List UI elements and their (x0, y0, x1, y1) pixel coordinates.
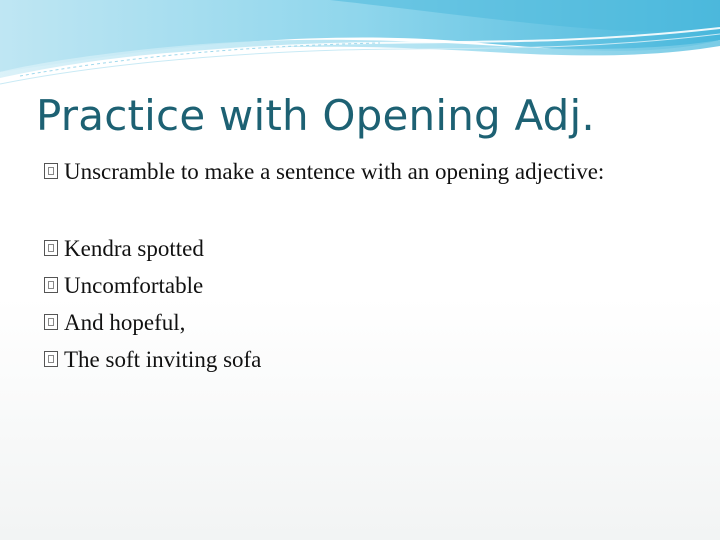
bullet-text: The soft inviting sofa (64, 347, 262, 372)
list-item (44, 341, 684, 378)
list-item (44, 156, 684, 188)
list-item (44, 267, 684, 304)
missing-glyph-box-icon (44, 240, 58, 256)
bullet-text: Uncomfortable (64, 273, 204, 298)
missing-glyph-box-icon (44, 163, 58, 179)
bullet-text: And hopeful, (64, 310, 186, 335)
list-item (44, 230, 684, 267)
missing-glyph-box-icon (44, 351, 58, 367)
bullet-list (44, 156, 684, 378)
slide-title: Practice with Opening Adj. (36, 91, 595, 140)
header-wave-decoration (0, 0, 720, 95)
missing-glyph-box-icon (44, 314, 58, 330)
list-item (44, 304, 684, 341)
bullet-text: Unscramble to make a sentence with an opening adjective: (64, 159, 605, 184)
bullet-text: Kendra spotted (64, 236, 204, 261)
missing-glyph-box-icon (44, 277, 58, 293)
